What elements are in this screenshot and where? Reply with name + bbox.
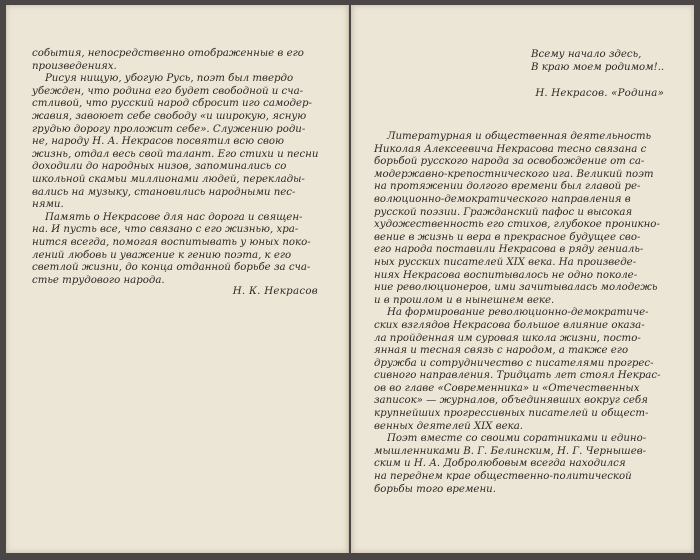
left-page-body: события, непосредственно отображенные в его произведениях. Рисуя нищую, убогую Русь, поэт был твердо убежден, что родина его будет свободной и сча- стливой, что русский народ сбросит иго самодер- жавия, завоюет себе свободу «и широкую, ясную грудью дорогу проложит себе». Служению роди- не, народу Н. А. Некрасов посвятил всю свою жизнь, отдал весь свой талант. Его стихи и песни доходили до народных низов, запоминались со школьной скамьи миллионами людей, переклады- вались на музыку, становились народными пес- нями. Память о Некрасове для нас дорога и священ- на. И пусть все, что связано с его жизнью, хра- нится всегда, помогая воспитывать у юных поко- лений любовь и уважение к гению поэта, к его светлой жизни, до конца отданной борьбе за сча- стье трудового народа.	[32, 48, 319, 286]
right-page-body: Литературная и общественная деятельность Николая Алексеевича Некрасова тесно связана с борьбой русского народа за освобождение от са- модержавно-крепостнического ига. Великий поэт на протяжении долгого времени был главой ре- волюционно-демократического направления в русской поэзии. Гражданский пафос и высокая художественность его стихов, глубокое проникно- вение в жизнь и вера в прекрасное будущее сво- его народа поставили Некрасова в ряду гениаль- ных русских писателей XIX века. На произведе- ниях Некрасова воспитывалось не одно поколе- ние революционеров, ими зачитывалась молодежь и в прошлом и в нынешнем веке. На формирование революционно-демократиче- ских взглядов Некрасова большое влияние оказа- ла пройденная им суровая школа жизни, посто- янная и тесная связь с народом, а также его дружба и сотрудничество с писателями прогрес- сивного направления. Тридцать лет стоял Некрас- ов во главе «Современника» и «Отечественных записок» — журналов, объединявших вокруг себя крупнейших прогрессивных писателей и общест- венных деятелей XIX века. Поэт вместе со своими соратниками и едино- мышленниками В. Г. Белинским, Н. Г. Чернышев- ским и Н. А. Добролюбовым всегда находился на переднем крае общественно-политической борьбы того времени.	[374, 131, 661, 495]
epigraph-source: Н. Некрасов. «Родина»	[535, 88, 664, 99]
right-page	[351, 5, 694, 553]
epigraph: Всему начало здесь, В краю моем родимом!..	[531, 49, 665, 73]
left-page	[6, 5, 349, 553]
left-page-signature: Н. К. Некрасов	[232, 286, 318, 297]
document-spread	[6, 5, 694, 555]
